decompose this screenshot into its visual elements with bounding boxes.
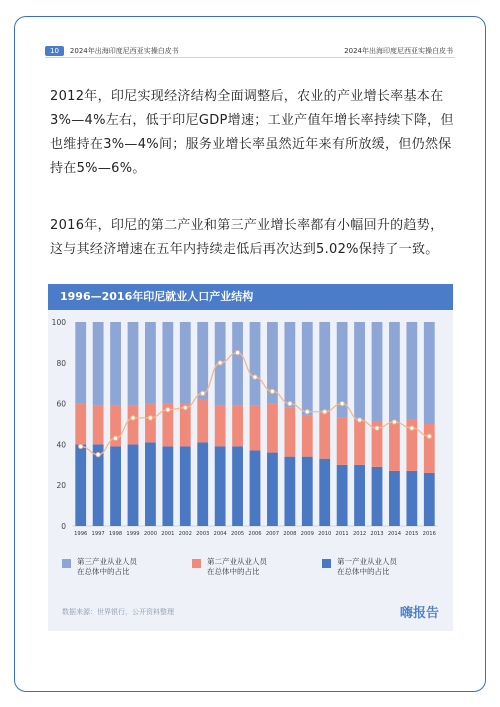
- legend-item-tertiary: [62, 557, 182, 591]
- x-tick-label: 2014: [387, 531, 402, 537]
- overlay-point: [166, 408, 170, 412]
- bar-segment: [75, 322, 86, 404]
- bar-segment: [284, 408, 295, 457]
- legend-label-secondary-1: 第二产业从业人员: [207, 557, 267, 566]
- chart-legend: [62, 557, 442, 591]
- bar-segment: [372, 467, 383, 526]
- x-tick-label: 2002: [178, 531, 192, 537]
- x-tick-label: 2004: [213, 531, 227, 537]
- y-tick-label: 20: [56, 481, 66, 491]
- bar-segment: [93, 406, 104, 445]
- bar-segment: [180, 322, 191, 404]
- paragraph-2: 2016年，印尼的第二产业和第三产业增长率都有小幅回升的趋势，这与其经济增速在五年内持续走低后再次达到5.02%保持了一致。: [50, 218, 444, 257]
- x-tick-label: 1997: [91, 531, 105, 537]
- bar-segment: [215, 446, 226, 526]
- bar-segment: [354, 465, 365, 526]
- overlay-point: [270, 389, 274, 393]
- bar-segment: [284, 322, 295, 408]
- bar-segment: [197, 442, 208, 526]
- legend-label-primary-1: 第一产业从业人员: [337, 557, 397, 566]
- bar-segment: [337, 465, 348, 526]
- overlay-point: [340, 402, 344, 406]
- legend-swatch-tertiary: [62, 559, 71, 568]
- overlay-point: [357, 418, 361, 422]
- bar-segment: [128, 406, 139, 445]
- bar-segment: [145, 404, 156, 443]
- legend-item-secondary: [192, 557, 312, 591]
- bar-segment: [110, 446, 121, 526]
- bar-segment: [406, 322, 417, 420]
- header-divider: [45, 57, 455, 58]
- bar-segment: [389, 322, 400, 424]
- legend-label-secondary-2: 在总体中的占比: [207, 567, 260, 576]
- x-tick-label: 2012: [352, 531, 367, 537]
- data-source: 数据来源：世界银行，公开资料整理: [62, 608, 174, 616]
- overlay-point: [427, 434, 431, 438]
- x-tick-label: 2005: [230, 531, 245, 537]
- overlay-point: [323, 410, 327, 414]
- bar-segment: [424, 473, 435, 526]
- chart-panel: [48, 284, 453, 631]
- x-tick-label: 2001: [161, 531, 175, 537]
- legend-swatch-secondary: [192, 559, 201, 568]
- overlay-point: [392, 420, 396, 424]
- bar-segment: [197, 400, 208, 443]
- bar-segment: [250, 406, 261, 451]
- bar-segment: [424, 322, 435, 424]
- bar-segment: [75, 404, 86, 445]
- bar-segment: [128, 444, 139, 526]
- bar-segment: [319, 412, 330, 459]
- bar-segment: [389, 424, 400, 471]
- y-tick-label: 0: [61, 522, 66, 531]
- x-tick-label: 2008: [283, 531, 297, 537]
- brand-logo: 嗨报告: [399, 606, 439, 621]
- bar-segment: [284, 457, 295, 526]
- stacked-bar-chart: [48, 310, 453, 550]
- x-tick-label: 2000: [143, 531, 158, 537]
- legend-swatch-primary: [322, 559, 331, 568]
- overlay-point: [253, 375, 257, 379]
- legend-label-tertiary-2: 在总体中的占比: [77, 567, 130, 576]
- bar-segment: [215, 406, 226, 447]
- bar-segment: [197, 322, 208, 400]
- x-tick-label: 2013: [370, 531, 384, 537]
- legend-label-primary-2: 在总体中的占比: [337, 567, 390, 576]
- overlay-point: [201, 391, 205, 395]
- bar-segment: [232, 406, 243, 447]
- bar-segment: [354, 322, 365, 420]
- x-tick-label: 2009: [300, 531, 314, 537]
- bar-segment: [302, 322, 313, 416]
- x-tick-label: 2015: [405, 531, 419, 537]
- bar-segment: [302, 457, 313, 526]
- bar-segment: [319, 322, 330, 412]
- header-right-title: 2024年出海印度尼西亚实操白皮书: [344, 47, 453, 55]
- overlay-point: [410, 426, 414, 430]
- x-tick-label: 2016: [422, 531, 436, 537]
- overlay-point: [96, 453, 100, 457]
- x-tick-label: 1998: [108, 531, 123, 537]
- overlay-point: [218, 361, 222, 365]
- overlay-point: [375, 426, 379, 430]
- bar-segment: [319, 459, 330, 526]
- bar-segment: [406, 471, 417, 526]
- bar-segment: [110, 322, 121, 406]
- bar-segment: [232, 322, 243, 406]
- legend-item-primary: [322, 557, 442, 591]
- bar-segment: [372, 322, 383, 422]
- y-tick-label: 80: [56, 358, 66, 368]
- x-tick-label: 2007: [265, 531, 280, 537]
- bar-segment: [93, 322, 104, 406]
- overlay-point: [288, 402, 292, 406]
- bar-segment: [232, 446, 243, 526]
- x-tick-label: 1999: [126, 531, 140, 537]
- bar-segment: [354, 420, 365, 465]
- bar-segment: [128, 322, 139, 406]
- bar-segment: [75, 444, 86, 526]
- overlay-point: [113, 436, 117, 440]
- bar-segment: [267, 404, 278, 453]
- x-tick-label: 2003: [196, 531, 210, 537]
- bar-segment: [267, 453, 278, 526]
- overlay-point: [148, 416, 152, 420]
- chart-title: 1996—2016年印尼就业人口产业结构: [48, 284, 453, 310]
- bar-segment: [250, 322, 261, 406]
- y-tick-label: 100: [51, 318, 66, 327]
- page-number-badge: 10: [45, 46, 64, 56]
- bar-segment: [162, 322, 173, 404]
- bar-segment: [424, 424, 435, 473]
- bar-segment: [145, 322, 156, 404]
- x-tick-label: 1996: [74, 531, 88, 537]
- y-tick-label: 60: [56, 399, 66, 409]
- overlay-point: [183, 406, 187, 410]
- bar-segment: [337, 418, 348, 465]
- legend-label-tertiary-1: 第三产业从业人员: [77, 557, 137, 566]
- bar-segment: [180, 446, 191, 526]
- overlay-point: [79, 444, 83, 448]
- x-tick-label: 2011: [335, 531, 349, 537]
- overlay-point: [235, 351, 239, 355]
- y-tick-label: 40: [56, 440, 66, 450]
- header-left-title: 2024年出海印度尼西亚实操白皮书: [69, 47, 179, 55]
- bar-segment: [302, 416, 313, 457]
- bar-segment: [250, 451, 261, 526]
- paragraph-1: 2012年，印尼实现经济结构全面调整后，农业的产业增长率基本在3%—4%左右，低于印尼GDP增速；工业产值年增长率持续下降，但也维持在3%—4%间；服务业增长率虽然近年来有所放缓，但仍然保持在5%—6%。: [50, 89, 454, 176]
- bar-segment: [389, 471, 400, 526]
- overlay-point: [131, 416, 135, 420]
- bar-segment: [162, 446, 173, 526]
- header-left: [45, 45, 179, 57]
- x-tick-label: 2006: [248, 531, 262, 537]
- x-tick-label: 2010: [318, 531, 332, 537]
- bar-segment: [145, 442, 156, 526]
- overlay-point: [305, 410, 309, 414]
